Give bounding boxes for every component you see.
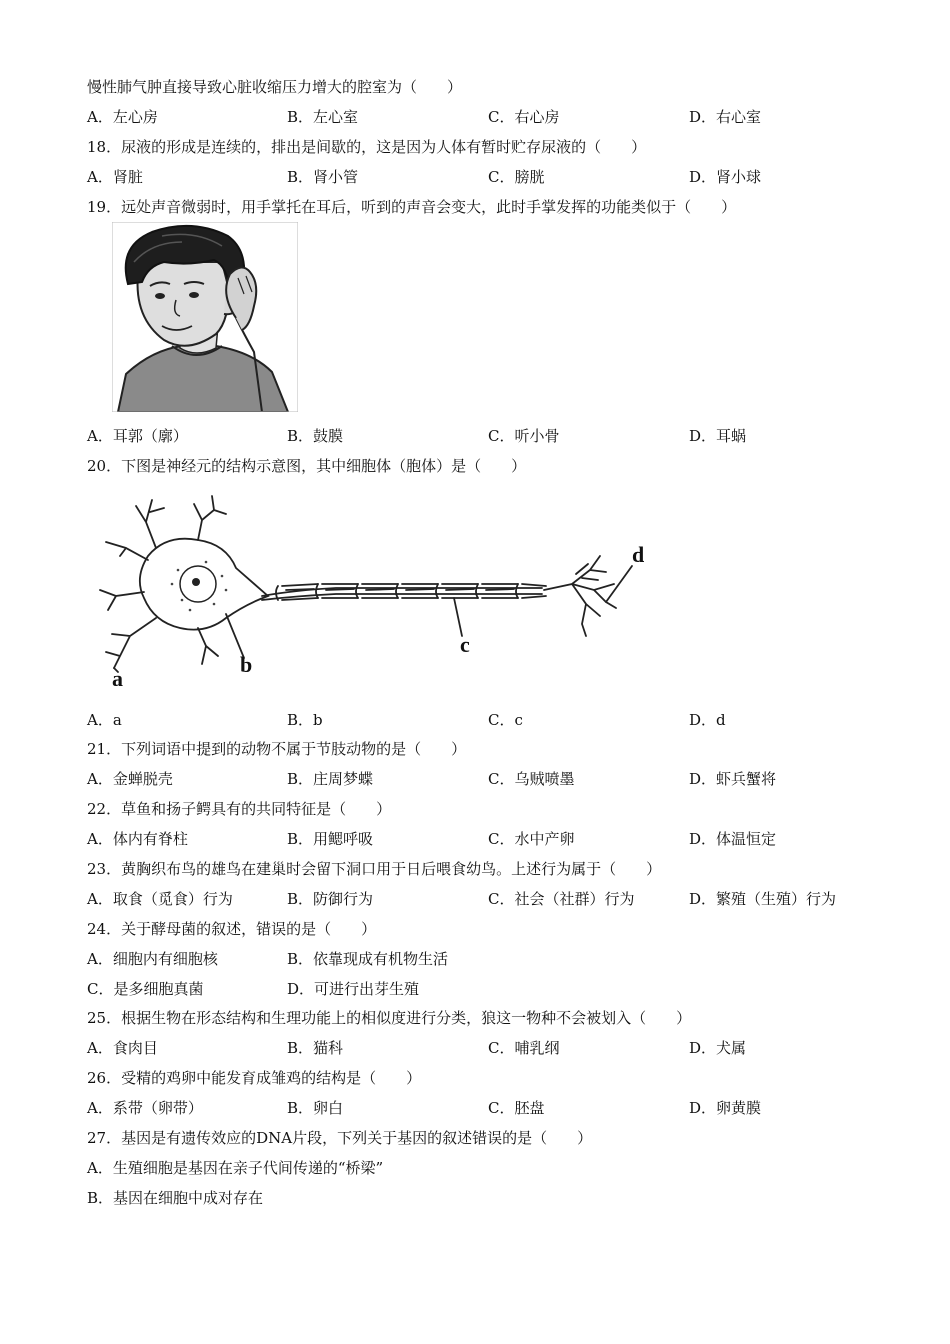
option-d: D．体温恒定 — [689, 830, 777, 848]
question-24-options-row1 — [87, 949, 907, 969]
neuron-structure-diagram — [86, 486, 662, 696]
option-d: D．繁殖（生殖）行为 — [689, 890, 837, 908]
question-27-option-b: B．基因在细胞中成对存在 — [87, 1189, 264, 1207]
label-c: c — [460, 632, 470, 657]
option-b: B．猫科 — [287, 1039, 344, 1057]
option-b: B．左心室 — [287, 108, 359, 126]
option-d: D．耳蜗 — [689, 427, 747, 445]
question-17-options — [87, 107, 907, 127]
option-b: B．b — [287, 711, 323, 729]
option-a: A．取食（觅食）行为 — [87, 890, 233, 908]
option-b: B．依靠现成有机物生活 — [287, 950, 449, 968]
option-a: A．细胞内有细胞核 — [87, 950, 218, 968]
question-17-stem: 慢性肺气肿直接导致心脏收缩压力增大的腔室为（ ） — [87, 78, 463, 96]
question-21-options — [87, 769, 907, 789]
question-25-options — [87, 1038, 907, 1058]
question-26-options — [87, 1098, 907, 1118]
option-b: B．鼓膜 — [287, 427, 344, 445]
option-d: D．右心室 — [689, 108, 762, 126]
option-a: A．食肉目 — [87, 1039, 158, 1057]
label-b: b — [240, 652, 253, 677]
question-27-option-a: A．生殖细胞是基因在亲子代间传递的“桥梁” — [87, 1159, 384, 1177]
option-b: B．庄周梦蝶 — [287, 770, 374, 788]
question-18-stem: 18．尿液的形成是连续的，排出是间歇的，这是因为人体有暂时贮存尿液的（ ） — [87, 138, 647, 156]
option-c: C．哺乳纲 — [488, 1039, 560, 1057]
option-b: B．肾小管 — [287, 168, 359, 186]
question-18-options — [87, 167, 907, 187]
option-c: C．水中产卵 — [488, 830, 575, 848]
question-22-stem: 22．草鱼和扬子鳄具有的共同特征是（ ） — [87, 800, 392, 818]
option-a: A．a — [87, 711, 122, 729]
option-a: A．耳郭（廓） — [87, 427, 188, 445]
option-c: C．社会（社群）行为 — [488, 890, 635, 908]
option-a: A．左心房 — [87, 108, 158, 126]
option-c: C．是多细胞真菌 — [87, 980, 204, 998]
option-d: D．可进行出芽生殖 — [287, 980, 420, 998]
label-d: d — [632, 542, 645, 567]
option-c: C．膀胱 — [488, 168, 545, 186]
question-22-options — [87, 829, 907, 849]
option-d: D．d — [689, 711, 726, 729]
option-c: C．右心房 — [488, 108, 560, 126]
question-20-options — [87, 710, 907, 730]
option-c: C．c — [488, 711, 523, 729]
question-23-options — [87, 889, 907, 909]
option-b: B．用鳃呼吸 — [287, 830, 374, 848]
question-25-stem: 25．根据生物在形态结构和生理功能上的相似度进行分类，狼这一物种不会被划入（ ） — [87, 1009, 692, 1027]
question-24-options-row2 — [87, 979, 907, 999]
question-19-options — [87, 426, 907, 446]
option-d: D．卵黄膜 — [689, 1099, 762, 1117]
question-27-stem: 27．基因是有遗传效应的DNA片段，下列关于基因的叙述错误的是（ ） — [87, 1129, 593, 1147]
option-c: C．听小骨 — [488, 427, 560, 445]
question-24-stem: 24．关于酵母菌的叙述，错误的是（ ） — [87, 920, 377, 938]
question-21-stem: 21．下列词语中提到的动物不属于节肢动物的是（ ） — [87, 740, 467, 758]
option-a: A．金蝉脱壳 — [87, 770, 173, 788]
label-a: a — [112, 666, 123, 691]
option-d: D．肾小球 — [689, 168, 762, 186]
option-b: B．卵白 — [287, 1099, 344, 1117]
option-a: A．肾脏 — [87, 168, 143, 186]
question-26-stem: 26．受精的鸡卵中能发育成雏鸡的结构是（ ） — [87, 1069, 422, 1087]
question-23-stem: 23．黄胸织布鸟的雄鸟在建巢时会留下洞口用于日后喂食幼鸟。上述行为属于（ ） — [87, 860, 662, 878]
question-19-stem: 19．远处声音微弱时，用手掌托在耳后，听到的声音会变大，此时手掌发挥的功能类似于（ ） — [87, 198, 737, 216]
boy-cupping-ear-illustration — [112, 222, 298, 412]
option-a: A．系带（卵带） — [87, 1099, 203, 1117]
option-c: C．胚盘 — [488, 1099, 545, 1117]
option-d: D．虾兵蟹将 — [689, 770, 777, 788]
option-a: A．体内有脊柱 — [87, 830, 188, 848]
option-c: C．乌贼喷墨 — [488, 770, 575, 788]
option-b: B．防御行为 — [287, 890, 374, 908]
question-20-stem: 20．下图是神经元的结构示意图，其中细胞体（胞体）是（ ） — [87, 457, 527, 475]
option-d: D．犬属 — [689, 1039, 747, 1057]
